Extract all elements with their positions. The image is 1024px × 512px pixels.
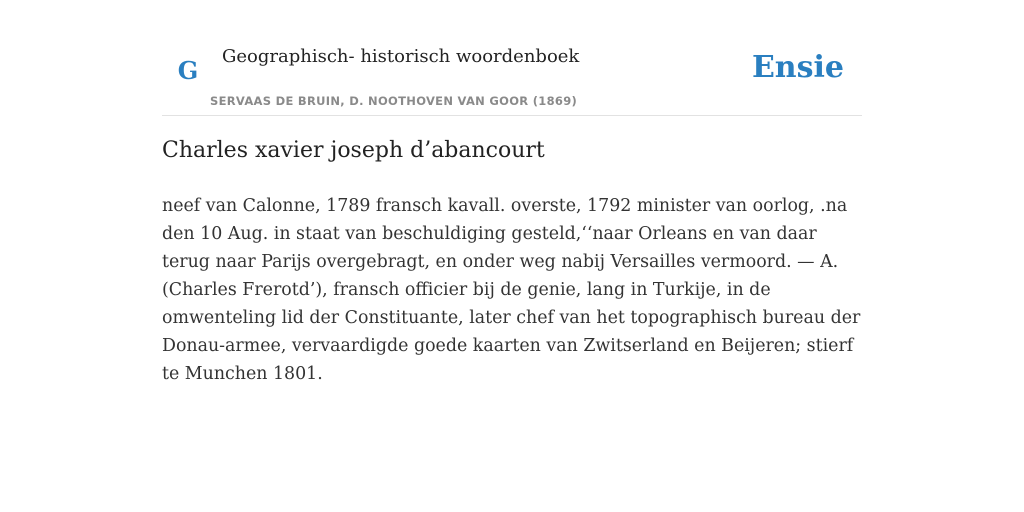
book-letter-icon[interactable]: G xyxy=(177,56,199,85)
entry-body: neef van Calonne, 1789 fransch kavall. overste, 1792 minister van oorlog, .na den 10 Aug. in staat van beschuldiging gesteld,‘‘naar Orleans en van daar terug naar Parijs overgebragt, en onder weg nabij Versailles vermoord. — A. (Charles Frerotd’), fransch officier bij de genie, lang in Turkije, in de omwenteling lid der Constituante, later chef van het topographisch bureau der Donau-armee, vervaardigde goede kaarten van Zwitserland en Beijeren; stierf te Munchen 1801. xyxy=(162,196,861,384)
book-title-link[interactable]: Geographisch- historisch woordenboek xyxy=(222,46,580,67)
book-authors: SERVAAS DE BRUIN, D. NOOTHOVEN VAN GOOR (1869) xyxy=(210,94,578,108)
entry-title: Charles xavier joseph d’abancourt xyxy=(162,138,545,163)
header xyxy=(162,36,862,116)
ensie-logo-link[interactable]: Ensie xyxy=(751,50,844,85)
